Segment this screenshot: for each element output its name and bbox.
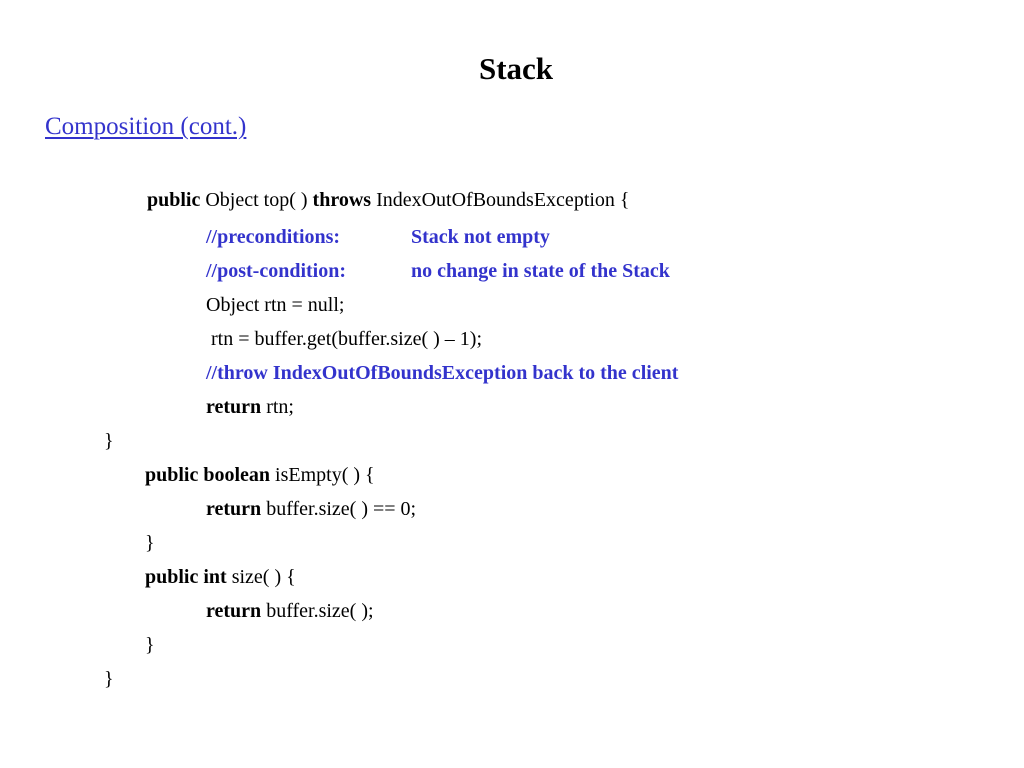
closing-brace-isempty: } bbox=[145, 532, 155, 554]
code-line-rtn-declaration: Object rtn = null; bbox=[206, 294, 345, 316]
size-method-signature bbox=[145, 564, 296, 590]
preconditions-comment bbox=[206, 224, 550, 250]
keyword-return: return bbox=[206, 498, 262, 520]
code-text: Object top( ) bbox=[200, 189, 313, 211]
isempty-method-signature bbox=[145, 462, 375, 488]
keyword-return: return bbox=[206, 600, 262, 622]
postcondition-comment bbox=[206, 258, 670, 284]
comment-label: //preconditions: bbox=[206, 226, 341, 248]
code-line-isempty-return bbox=[206, 496, 416, 522]
closing-brace-size: } bbox=[145, 634, 155, 656]
section-subtitle[interactable]: Composition (cont.) bbox=[45, 113, 247, 140]
code-text: size( ) { bbox=[226, 566, 296, 588]
keyword-public: public bbox=[147, 189, 201, 211]
code-text: buffer.size( ) == 0; bbox=[261, 498, 417, 520]
code-line-rtn-assign: rtn = buffer.get(buffer.size( ) – 1); bbox=[206, 328, 483, 350]
slide-title: Stack bbox=[478, 51, 554, 86]
top-method-signature bbox=[147, 187, 630, 213]
closing-brace-top: } bbox=[104, 430, 114, 452]
code-text: IndexOutOfBoundsException { bbox=[371, 189, 630, 211]
code-line-return-rtn bbox=[206, 394, 294, 420]
closing-brace-class: } bbox=[104, 668, 114, 690]
code-text: rtn; bbox=[261, 396, 294, 418]
throw-comment: //throw IndexOutOfBoundsException back to the client bbox=[206, 362, 679, 384]
comment-label: //post-condition: bbox=[206, 260, 347, 282]
code-line-size-return bbox=[206, 598, 374, 624]
code-text: isEmpty( ) { bbox=[270, 464, 375, 486]
comment-value: no change in state of the Stack bbox=[411, 260, 670, 282]
keyword-public-int: public int bbox=[145, 566, 227, 588]
keyword-return: return bbox=[206, 396, 262, 418]
comment-value: Stack not empty bbox=[411, 226, 550, 248]
keyword-throws: throws bbox=[312, 189, 372, 211]
code-text: buffer.size( ); bbox=[261, 600, 374, 622]
keyword-public-boolean: public boolean bbox=[145, 464, 271, 486]
